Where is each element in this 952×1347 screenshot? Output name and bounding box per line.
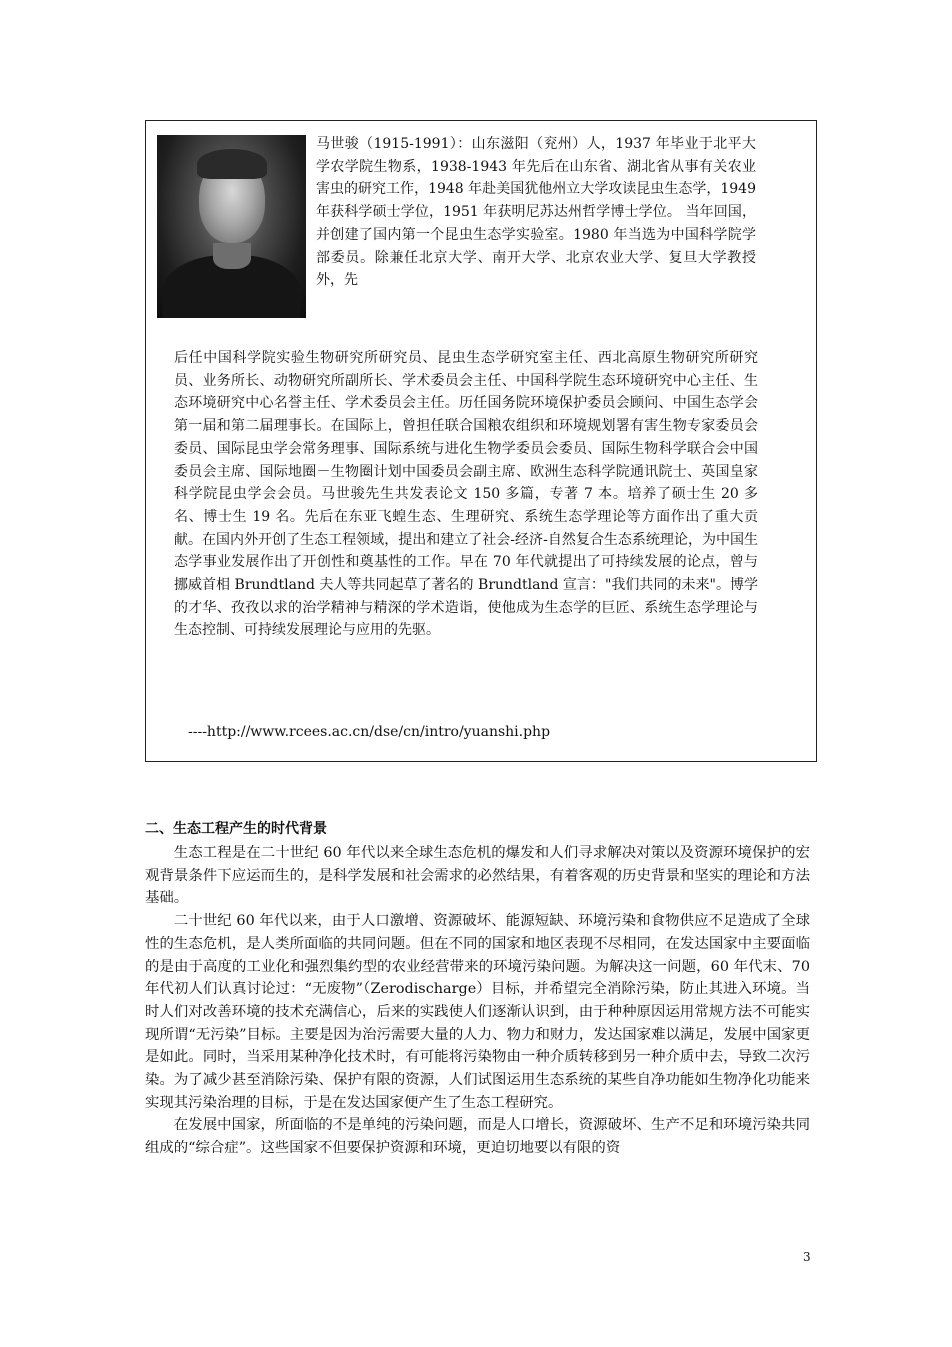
portrait-photo [157, 135, 306, 318]
portrait-hair [197, 149, 267, 179]
body-paragraph-3: 在发展中国家，所面临的不是单纯的污染问题，而是人口增长，资源破坏、生产不足和环境污染共同组成的“综合症”。这些国家不但要保护资源和环境，更迫切地要以有限的资 [145, 1117, 810, 1157]
section-body [145, 842, 810, 1160]
body-paragraph-2: 二十世纪 60 年代以来，由于人口激增、资源破坏、能源短缺、环境污染和食物供应不足造成了全球性的生态危机，是人类所面临的共同问题。但在不同的国家和地区表现不尽相同，在发达国家中主要面临的是由于高度的工业化和强烈集约型的农业经营带来的环境污染问题。为解决这一问题，60 年代末、70 年代初人们认真讨论过：“无废物”（Zerodischarge）目标，并希望完全消除污染，防止其进入环境。当时人们对改善环境的技术充满信心，后来的实践使人们逐渐认识到，由于种种原因运用常规方法不可能实现所谓“无污染”目标。主要是因为治污需要大量的人力、物力和财力，发达国家难以满足，发展中国家更是如此。同时，当采用某种净化技术时，有可能将污染物由一种介质转移到另一种介质中去，导致二次污染。为了减少甚至消除污染、保护有限的资源，人们试图运用生态系统的某些自净功能如生物净化功能来实现其污染治理的目标，于是在发达国家便产生了生态工程研究。 [145, 913, 810, 1111]
portrait-collar [213, 243, 251, 269]
section-heading: 二、生态工程产生的时代背景 [145, 821, 327, 837]
biography-text-rest: 后任中国科学院实验生物研究所研究员、昆虫生态学研究室主任、西北高原生物研究所研究员、业务所长、动物研究所副所长、学术委员会主任、中国科学院生态环境研究中心主任、生态环境研究中心名誉主任、学术委员会主任。历任国务院环境保护委员会顾问、中国生态学会第一届和第二届理事长。在国际上，曾担任联合国粮农组织和环境规划署有害生物专家委员会委员、国际昆虫学会常务理事、国际系统与进化生物学委员会委员、国际生物科学联合会中国委员会主席、国际地圈－生物圈计划中国委员会副主席、欧洲生态科学院通讯院士、英国皇家科学院昆虫学会会员。马世骏先生共发表论文 150 多篇，专著 7 本。培养了硕士生 20 多名、博士生 19 名。先后在东亚飞蝗生态、生理研究、系统生态学理论等方面作出了重大贡献。在国内外开创了生态工程领域，提出和建立了社会-经济-自然复合生态系统理论，为中国生态学事业发展作出了开创性和奠基性的工作。早在 70 年代就提出了可持续发展的论点，曾与挪威首相 Brundtland 夫人等共同起草了著名的 Brundtland 宣言："我们共同的未来"。博学的才华、孜孜以求的治学精神与精深的学术造诣，使他成为生态学的巨匠、系统生态学理论与生态控制、可持续发展理论与应用的先驱。 [174, 350, 758, 639]
biography-source-link[interactable]: ----http://www.rcees.ac.cn/dse/cn/intro/yuanshi.php [188, 724, 551, 740]
page-number: 3 [803, 1250, 811, 1264]
body-paragraph-1: 生态工程是在二十世纪 60 年代以来全球生态危机的爆发和人们寻求解决对策以及资源环境保护的宏观背景条件下应运而生的，是科学发展和社会需求的必然结果，有着客观的历史背景和坚实的理论和方法基础。 [145, 845, 810, 907]
biography-box [145, 120, 817, 762]
biography-text-top: 马世骏（1915-1991）：山东滋阳（兖州）人，1937 年毕业于北平大学农学院生物系，1938-1943 年先后在山东省、湖北省从事有关农业害虫的研究工作，1948 年赴美国犹他州立大学攻读昆虫生态学，1949 年获科学硕士学位，1951 年获明尼苏达州哲学博士学位。 当年回国，并创建了国内第一个昆虫生态学实验室。1980 年当选为中国科学院学部委员。除兼任北京大学、南开大学、北京农业大学、复旦大学教授外，先 [316, 136, 756, 289]
